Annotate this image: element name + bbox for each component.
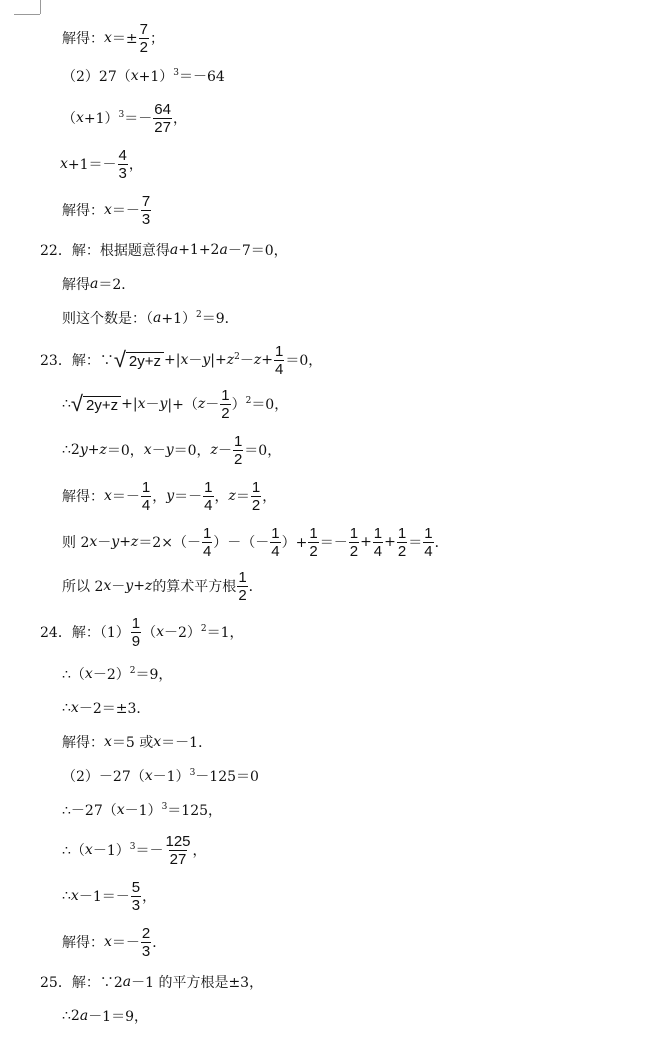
q21-line-3 [62, 98, 187, 138]
denominator: 2 [397, 542, 407, 560]
var: x [143, 442, 152, 458]
var: y [79, 442, 88, 458]
var: a [153, 310, 162, 326]
text: ＝－1． [161, 735, 213, 751]
text: 则这个数是：（ [62, 311, 153, 327]
numerator: 1 [424, 524, 433, 542]
text: ∴－27（ [62, 803, 117, 819]
text: 23．解：∵ [40, 353, 114, 369]
text: ） [231, 397, 246, 413]
text: 解得： [62, 489, 104, 505]
numerator: 1 [233, 432, 243, 450]
exponent: 2 [200, 624, 207, 634]
q24-line-8 [62, 876, 156, 916]
text: ． [434, 535, 449, 551]
var: z [197, 396, 206, 412]
var: a [79, 1008, 89, 1024]
denominator: 2 [233, 450, 243, 468]
text: －125＝0 [195, 769, 259, 785]
q24-line-6 [62, 790, 222, 830]
numerator: 1 [349, 524, 359, 542]
exponent: 3 [189, 768, 196, 778]
denominator: 27 [154, 118, 171, 136]
numerator: 1 [204, 478, 213, 496]
q21-line-1 [62, 18, 164, 58]
var: a [169, 242, 179, 258]
q21-line-5 [62, 190, 152, 230]
numerator: 1 [131, 614, 141, 632]
denominator: 3 [118, 164, 127, 182]
text: （ [142, 625, 157, 641]
var: x [60, 156, 68, 172]
fraction [251, 479, 261, 514]
q24-line-7 [62, 830, 207, 870]
text: －1） [92, 843, 130, 859]
numerator: 1 [141, 478, 151, 496]
radical-sign: √ [113, 347, 126, 372]
fraction [373, 525, 383, 560]
text: ， [142, 889, 157, 905]
numerator: 1 [397, 524, 407, 542]
numerator: 1 [373, 524, 383, 542]
text: ＝0， [251, 397, 289, 413]
text: + [261, 352, 273, 368]
var: z [226, 352, 235, 368]
denominator: 9 [131, 632, 141, 650]
text: － [188, 353, 203, 369]
var: x [116, 802, 125, 818]
text: ， [262, 489, 277, 505]
text: ＝ [235, 489, 250, 505]
text: ． [152, 935, 167, 951]
numerator: 1 [275, 342, 284, 360]
var: x [103, 578, 112, 594]
var: x [137, 396, 146, 412]
text: ）+ [281, 535, 308, 551]
radical-sign: √ [70, 391, 83, 416]
numerator: 125 [165, 832, 191, 850]
denominator: 27 [169, 850, 187, 868]
var: x [70, 700, 79, 716]
text: +| [164, 352, 181, 368]
denominator: 2 [309, 542, 318, 560]
text: +1） [83, 111, 119, 127]
var: x [104, 734, 112, 750]
q21-line-2 [62, 56, 225, 96]
text: － [111, 579, 126, 595]
text: ＝2． [98, 277, 136, 293]
page-corner-mark-vertical [40, 0, 41, 14]
numerator: 1 [309, 524, 318, 542]
denominator: 4 [271, 542, 280, 560]
text: ∴（ [62, 667, 85, 683]
text: +1） [138, 69, 174, 85]
denominator: 2 [221, 404, 230, 422]
text: 解得： [62, 935, 104, 951]
var: y [165, 442, 174, 458]
denominator: 3 [141, 942, 151, 960]
var: x [104, 488, 112, 504]
fraction [139, 21, 149, 56]
text: + [87, 442, 100, 458]
text: ， [152, 489, 167, 505]
q22-line-3 [62, 298, 239, 338]
text: ＝－ [111, 203, 140, 219]
text: ＝－ [319, 535, 348, 551]
q23-line-6 [62, 566, 263, 606]
text: + [384, 534, 396, 550]
var: y [166, 488, 175, 504]
text: ， [192, 843, 207, 859]
text: － [145, 397, 160, 413]
exponent: 2 [234, 352, 240, 362]
numerator: 2 [141, 924, 151, 942]
var: x [104, 934, 112, 950]
text: ＝－ [111, 935, 140, 951]
text: －1＝－ [78, 889, 130, 905]
var: x [130, 68, 139, 84]
text: ∴ [62, 396, 71, 412]
text: ＝0， [285, 353, 323, 369]
text: ＝0， [244, 443, 282, 459]
fraction [202, 525, 212, 560]
q25-line-2 [62, 996, 148, 1036]
var: a [122, 974, 132, 990]
var: z [210, 442, 218, 458]
fraction [308, 525, 318, 560]
text: －1） [124, 803, 162, 819]
denominator: 4 [204, 496, 213, 514]
numerator: 7 [139, 20, 148, 38]
denominator: 4 [202, 542, 212, 560]
var: x [84, 842, 93, 858]
exponent: 2 [129, 666, 136, 676]
exponent: 3 [173, 68, 180, 78]
var: x [104, 202, 112, 218]
fraction [131, 879, 141, 914]
text: ＝－ [111, 489, 140, 505]
text: ． [248, 579, 263, 595]
radicand: 2y+z [83, 396, 121, 415]
text: 所以 2 [62, 579, 104, 595]
denominator: 3 [141, 210, 151, 228]
numerator: 1 [238, 568, 247, 586]
fraction [237, 569, 247, 604]
text: － [217, 443, 232, 459]
fraction [141, 479, 151, 514]
fraction [141, 193, 151, 228]
text: －2） [163, 625, 201, 641]
fraction [397, 525, 407, 560]
denominator: 4 [373, 542, 383, 560]
text: ＝－ [135, 843, 164, 859]
text: + [360, 534, 372, 550]
var: z [144, 578, 153, 594]
var: x [144, 768, 153, 784]
text: 22．解：根据题意得 [40, 243, 170, 259]
text: －2＝±3． [78, 701, 151, 717]
fraction [203, 479, 213, 514]
text: +1） [161, 311, 196, 327]
text: +1＝－ [67, 157, 117, 173]
text: 解得： [62, 735, 104, 751]
var: a [90, 276, 99, 292]
text: － [239, 353, 254, 369]
text: ＝125， [167, 803, 223, 819]
text: ＝2×（－ [138, 535, 201, 551]
text: （2）－27（ [62, 769, 145, 785]
text: ＝－64 [179, 69, 225, 85]
var: x [104, 30, 112, 46]
denominator: 4 [424, 542, 433, 560]
q24-line-1 [40, 612, 244, 652]
text: ， [214, 489, 229, 505]
exponent: 3 [129, 842, 136, 852]
text: ＝± [111, 31, 138, 47]
var: y [125, 578, 134, 594]
text: 25．解：∵2 [40, 975, 123, 991]
denominator: 3 [131, 896, 141, 914]
numerator: 64 [154, 100, 171, 118]
var: y [111, 534, 120, 550]
text: 则 2 [62, 535, 90, 551]
denominator: 4 [275, 360, 284, 378]
numerator: 5 [131, 878, 141, 896]
var: x [89, 534, 98, 550]
text: ＝9， [135, 667, 173, 683]
text: ∴ [62, 700, 71, 716]
q23-line-1 [40, 340, 322, 380]
text: ＝－ [174, 489, 203, 505]
text: ∴ [62, 888, 71, 904]
var: x [156, 624, 164, 640]
text: + [119, 534, 131, 550]
var: z [130, 534, 139, 550]
q21-line-4 [60, 144, 143, 184]
var: x [84, 666, 93, 682]
text: |+（ [167, 397, 198, 413]
sqrt-expression [114, 349, 164, 371]
var: x [76, 110, 84, 126]
q23-line-4 [62, 476, 276, 516]
fraction [270, 525, 280, 560]
text: + [133, 578, 145, 594]
text: － [97, 535, 112, 551]
text: ＝0， [173, 443, 211, 459]
text: －2） [92, 667, 130, 683]
text: ＝9． [201, 311, 239, 327]
text: 解得： [62, 31, 104, 47]
text: ＝1， [206, 625, 244, 641]
var: z [253, 352, 262, 368]
text: － [151, 443, 166, 459]
q24-line-9 [62, 922, 166, 962]
numerator: 4 [118, 146, 127, 164]
var: z [99, 442, 107, 458]
fraction [220, 387, 230, 422]
fraction [423, 525, 433, 560]
text: （ [62, 111, 76, 127]
text: ＝5 或 [111, 735, 154, 751]
var: z [228, 488, 236, 504]
text: ∴2 [62, 442, 80, 458]
text: 的算术平方根 [152, 579, 237, 595]
text: （2）27（ [62, 69, 131, 85]
fraction [274, 343, 284, 378]
denominator: 2 [349, 542, 359, 560]
denominator: 2 [251, 496, 261, 514]
text: 24．解：（1） [40, 625, 130, 641]
text: +| [121, 396, 138, 412]
var: y [202, 352, 211, 368]
radicand: 2y+z [126, 352, 164, 371]
exponent: 2 [245, 396, 252, 406]
var: x [70, 888, 79, 904]
fraction [131, 615, 141, 650]
q23-line-5 [62, 522, 449, 562]
text: ＝ [408, 535, 423, 551]
text: 解得： [62, 203, 104, 219]
text: － [205, 397, 220, 413]
numerator: 7 [141, 192, 151, 210]
numerator: 1 [251, 478, 261, 496]
exponent: 3 [118, 110, 125, 120]
denominator: 2 [139, 38, 148, 56]
text: ）－（－ [213, 535, 270, 551]
fraction [233, 433, 243, 468]
text: －1 的平方根是±3， [131, 975, 264, 991]
q23-line-2 [62, 384, 288, 424]
text: ∴（ [62, 843, 85, 859]
text: ＝0， [106, 443, 144, 459]
var: y [159, 396, 168, 412]
var: x [180, 352, 189, 368]
var: a [219, 242, 228, 258]
text: +1+2 [178, 242, 220, 258]
text: ＝－ [124, 111, 153, 127]
denominator: 2 [238, 586, 247, 604]
fraction [118, 147, 128, 182]
sqrt-expression [71, 393, 121, 415]
numerator: 1 [271, 524, 280, 542]
text: －1＝9， [88, 1009, 149, 1025]
denominator: 4 [141, 496, 151, 514]
text: ， [172, 111, 187, 127]
exponent: 2 [196, 310, 202, 320]
q23-line-3 [62, 430, 281, 470]
text: ； [149, 31, 164, 47]
fraction [153, 101, 172, 136]
text: 解得 [62, 277, 90, 293]
page-corner-mark-horizontal [14, 14, 40, 15]
text: －7＝0， [227, 243, 288, 259]
text: ∴2 [62, 1008, 80, 1024]
fraction [349, 525, 359, 560]
var: x [153, 734, 162, 750]
fraction [164, 833, 191, 868]
text: －1） [152, 769, 190, 785]
fraction [141, 925, 151, 960]
text: ， [128, 157, 143, 173]
text: |+ [210, 352, 227, 368]
numerator: 1 [202, 524, 212, 542]
exponent: 3 [161, 802, 168, 812]
numerator: 1 [221, 386, 230, 404]
